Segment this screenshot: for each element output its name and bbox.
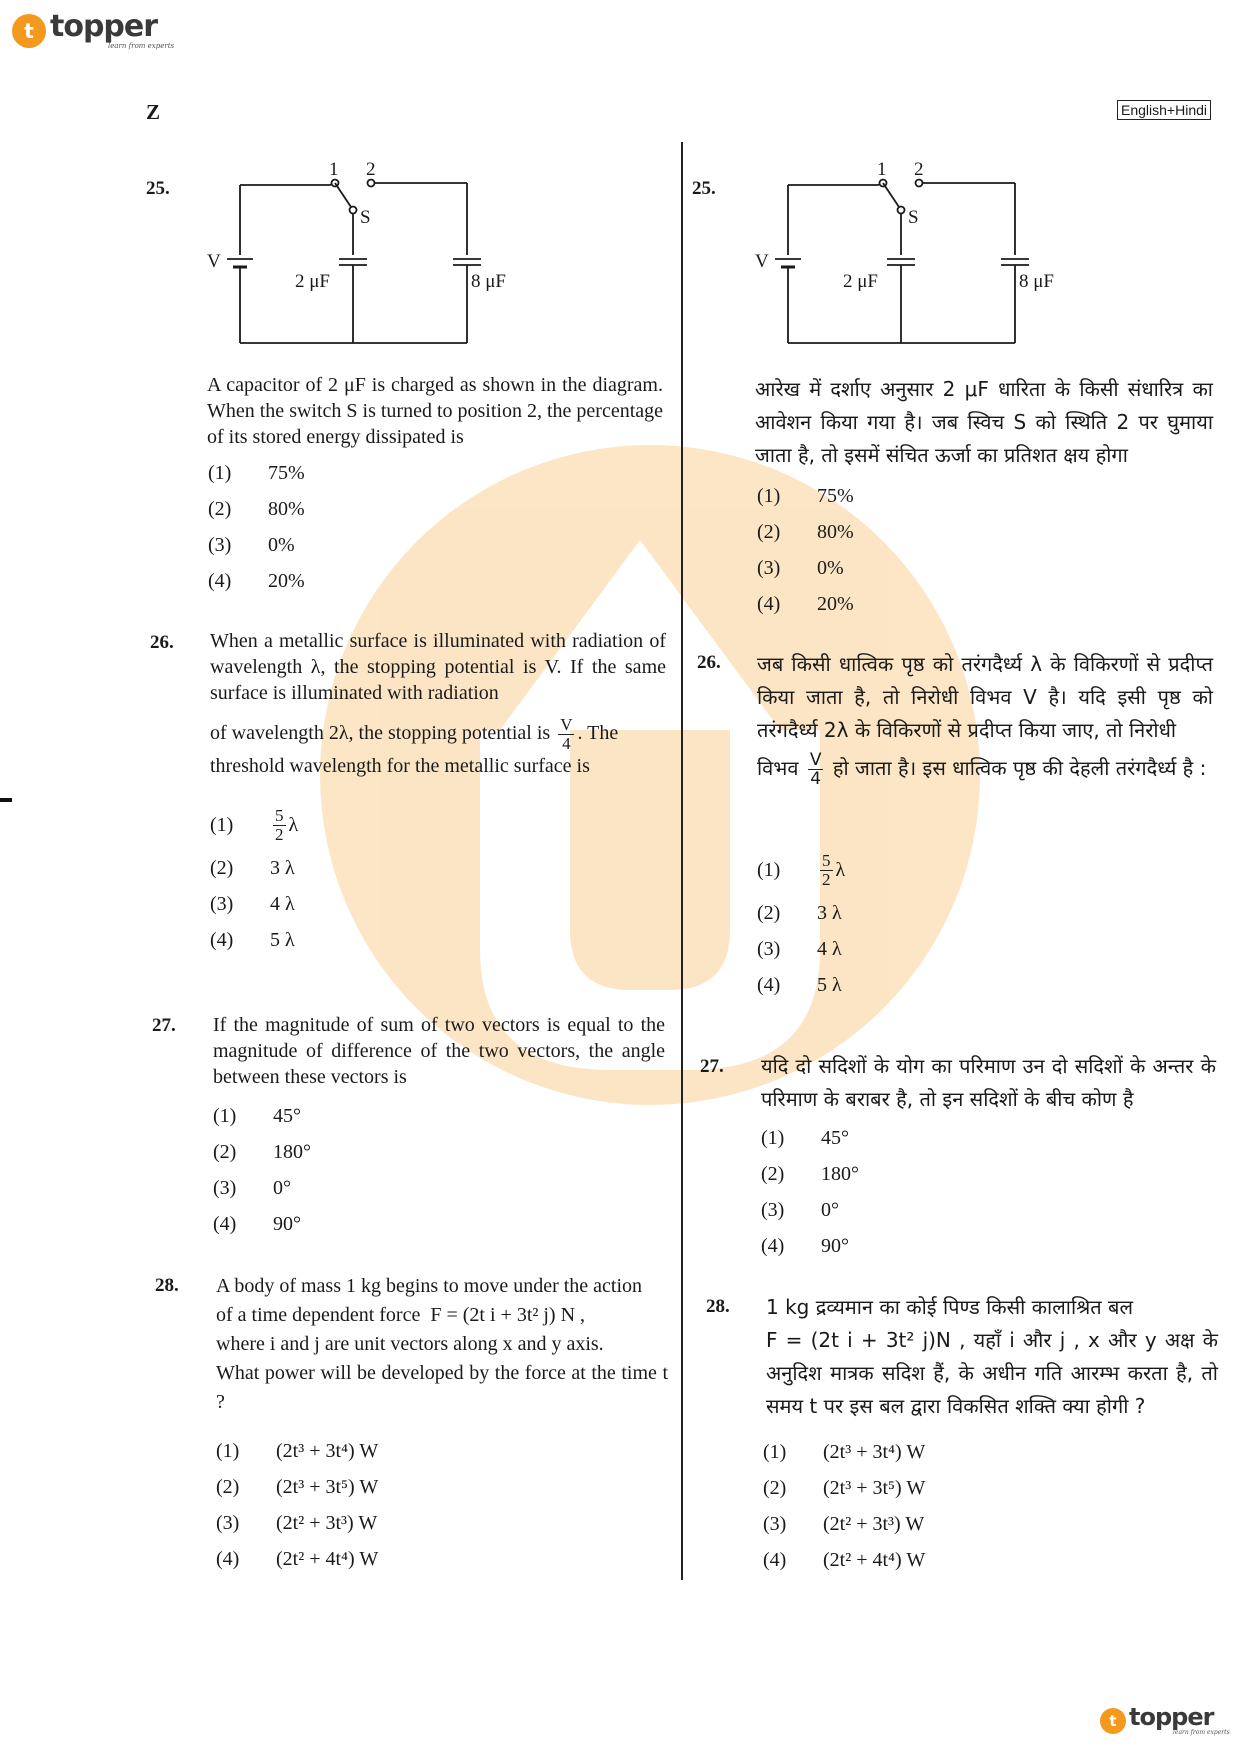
option[interactable]: (2) 180° (761, 1162, 859, 1185)
option[interactable]: (4) 90° (213, 1212, 301, 1235)
option[interactable]: (1) (2t³ + 3t⁴) W (763, 1440, 926, 1463)
option[interactable]: (4) (2t² + 4t⁴) W (763, 1548, 926, 1571)
option[interactable]: (1) (2t³ + 3t⁴) W (216, 1439, 379, 1462)
q28-question-text: A body of mass 1 kg begins to move under the action of a time dependent force F = (2t i + 3t² j) N , where i and j are unit vectors along x and y axis. What power will be developed by the force at the time t ? (216, 1275, 668, 1413)
option[interactable]: (3) 0% (208, 533, 295, 556)
option[interactable]: (2) (2t³ + 3t⁵) W (216, 1475, 379, 1498)
q25-circuit-diagram (205, 155, 507, 355)
option[interactable]: (3) 0° (761, 1198, 839, 1221)
q27-number: 27. (152, 1015, 176, 1036)
q26-hi-question-text: जब किसी धात्विक पृष्ठ को तरंगदैर्ध्य λ के विकिरणों से प्रदीप्त किया जाता है, तो निरोधी विभव V है। यदि इसी पृष्ठ को तरंगदैर्ध्य 2λ के विकिरणों से प्रदीप्त किया जाए, तो निरोधी विभव $\frac{V}{4}$ हो जाता है। इस धात्विक पृष्ठ की देहली तरंगदैर्ध्य है : (757, 652, 1213, 789)
option[interactable]: (4) 5 λ (210, 928, 295, 951)
q27-question-text: If the magnitude of sum of two vectors is equal to the magnitude of difference of the two vectors, the angle between these vectors is (213, 1014, 665, 1088)
language-badge: English+Hindi (1117, 100, 1211, 120)
option[interactable]: (3) (2t² + 3t³) W (763, 1512, 925, 1535)
q25-hi-options (757, 478, 854, 622)
q26-hi-number: 26. (697, 652, 721, 673)
voltage-label: V (755, 251, 769, 272)
q26-options (210, 800, 298, 958)
option[interactable]: (4) 20% (208, 569, 305, 592)
switch-label: S (908, 207, 919, 228)
fraction: $\frac{V}{4}$ (560, 715, 573, 753)
option[interactable]: (1) $\frac{5}{2}$ λ (757, 850, 846, 889)
q25-question-text: A capacitor of 2 μF is charged as shown in the diagram. When the switch S is turned to position 2, the percentage of its stored energy dissipated is (207, 374, 664, 448)
switch-label: S (360, 207, 371, 228)
q25-number: 25. (146, 178, 170, 199)
q25-options (208, 455, 305, 599)
q28-hi-question-text: 1 kg द्रव्यमान का कोई पिण्ड किसी कालाश्रित बल F = (2t i + 3t² j)N , यहाँ i और j , x और y अक्ष के अनुदिश मात्रक सदिश हैं, के अधीन गति आरम्भ करता है, तो समय t पर इस बल द्वारा विकसित शक्ति क्या होगी ? (766, 1295, 1218, 1418)
option[interactable]: (1) 45° (761, 1126, 849, 1149)
option[interactable]: (4) 5 λ (757, 973, 842, 996)
logo-word: topper (50, 9, 158, 44)
topper-badge-icon: t (1100, 1708, 1126, 1734)
option[interactable]: (4) 20% (757, 592, 854, 615)
capacitor-2uf-label: 2 μF (295, 271, 331, 292)
option[interactable]: (2) 80% (757, 520, 854, 543)
option[interactable]: (3) 0° (213, 1176, 291, 1199)
q25-hi-number: 25. (692, 178, 716, 199)
option[interactable]: (3) 4 λ (210, 892, 295, 915)
switch-position-2: 2 (914, 159, 924, 180)
voltage-label: V (207, 251, 221, 272)
margin-mark (0, 798, 12, 802)
option[interactable]: (3) 0% (757, 556, 844, 579)
option[interactable]: (3) (2t² + 3t³) W (216, 1511, 378, 1534)
column-divider (681, 142, 683, 1580)
option[interactable]: (1) 75% (208, 461, 305, 484)
switch-position-1: 1 (329, 159, 339, 180)
option[interactable]: (2) 80% (208, 497, 305, 520)
logo-tagline: learn from experts (1173, 1729, 1230, 1736)
capacitor-8uf-label: 8 μF (1019, 271, 1055, 292)
switch-position-1: 1 (877, 159, 887, 180)
option[interactable]: (2) 3 λ (210, 856, 295, 879)
option[interactable]: (1) 45° (213, 1104, 301, 1127)
q25-hi-circuit-diagram (750, 155, 1055, 355)
option[interactable]: (1) $\frac{5}{2}$ λ (210, 805, 299, 844)
option[interactable]: (4) (2t² + 4t⁴) W (216, 1547, 379, 1570)
switch-position-2: 2 (366, 159, 376, 180)
q26-number: 26. (150, 632, 174, 653)
q27-hi-options (761, 1120, 859, 1264)
option[interactable]: (4) 90° (761, 1234, 849, 1257)
header-logo (12, 9, 175, 50)
option[interactable]: (2) 3 λ (757, 901, 842, 924)
force-expression: F = (2t i + 3t² j)N , (766, 1328, 966, 1352)
q28-hi-options (763, 1434, 925, 1578)
q28-hi-number: 28. (706, 1296, 730, 1317)
logo-tagline: learn from experts (108, 42, 175, 50)
q26-question-text: When a metallic surface is illuminated with radiation of wavelength λ, the stopping potential is V. If the same surface is illuminated with radiation of wavelength 2λ, the stopping potential is $\frac{V}{4}$ . The threshold wavelength for the metallic surface is (210, 630, 666, 777)
q27-hi-number: 27. (700, 1056, 724, 1077)
option[interactable]: (3) 4 λ (757, 937, 842, 960)
capacitor-8uf-label: 8 μF (471, 271, 507, 292)
q28-number: 28. (155, 1275, 179, 1296)
q26-hi-options (757, 845, 845, 1003)
fraction: $\frac{V}{4}$ (809, 750, 822, 789)
paper-code: Z (146, 100, 161, 124)
footer-logo (1100, 1705, 1230, 1736)
logo-word: topper (1129, 1703, 1214, 1731)
option[interactable]: (1) 75% (757, 484, 854, 507)
capacitor-2uf-label: 2 μF (843, 271, 879, 292)
q25-hi-question-text: आरेख में दर्शाए अनुसार 2 μF धारिता के किसी संधारित्र का आवेशन किया गया है। जब स्विच S को स्थिति 2 पर घुमाया जाता है, तो इसमें संचित ऊर्जा का प्रतिशत क्षय होगा (755, 377, 1213, 467)
force-expression: F = (2t i + 3t² j) N , (430, 1304, 586, 1326)
topper-badge-icon: t (12, 14, 46, 48)
option[interactable]: (2) (2t³ + 3t⁵) W (763, 1476, 926, 1499)
q28-options (216, 1433, 378, 1577)
q27-hi-question-text: यदि दो सदिशों के योग का परिमाण उन दो सदिशों के अन्तर के परिमाण के बराबर है, तो इन सदिशों के बीच कोण है (761, 1054, 1216, 1111)
option[interactable]: (2) 180° (213, 1140, 311, 1163)
q27-options (213, 1098, 311, 1242)
